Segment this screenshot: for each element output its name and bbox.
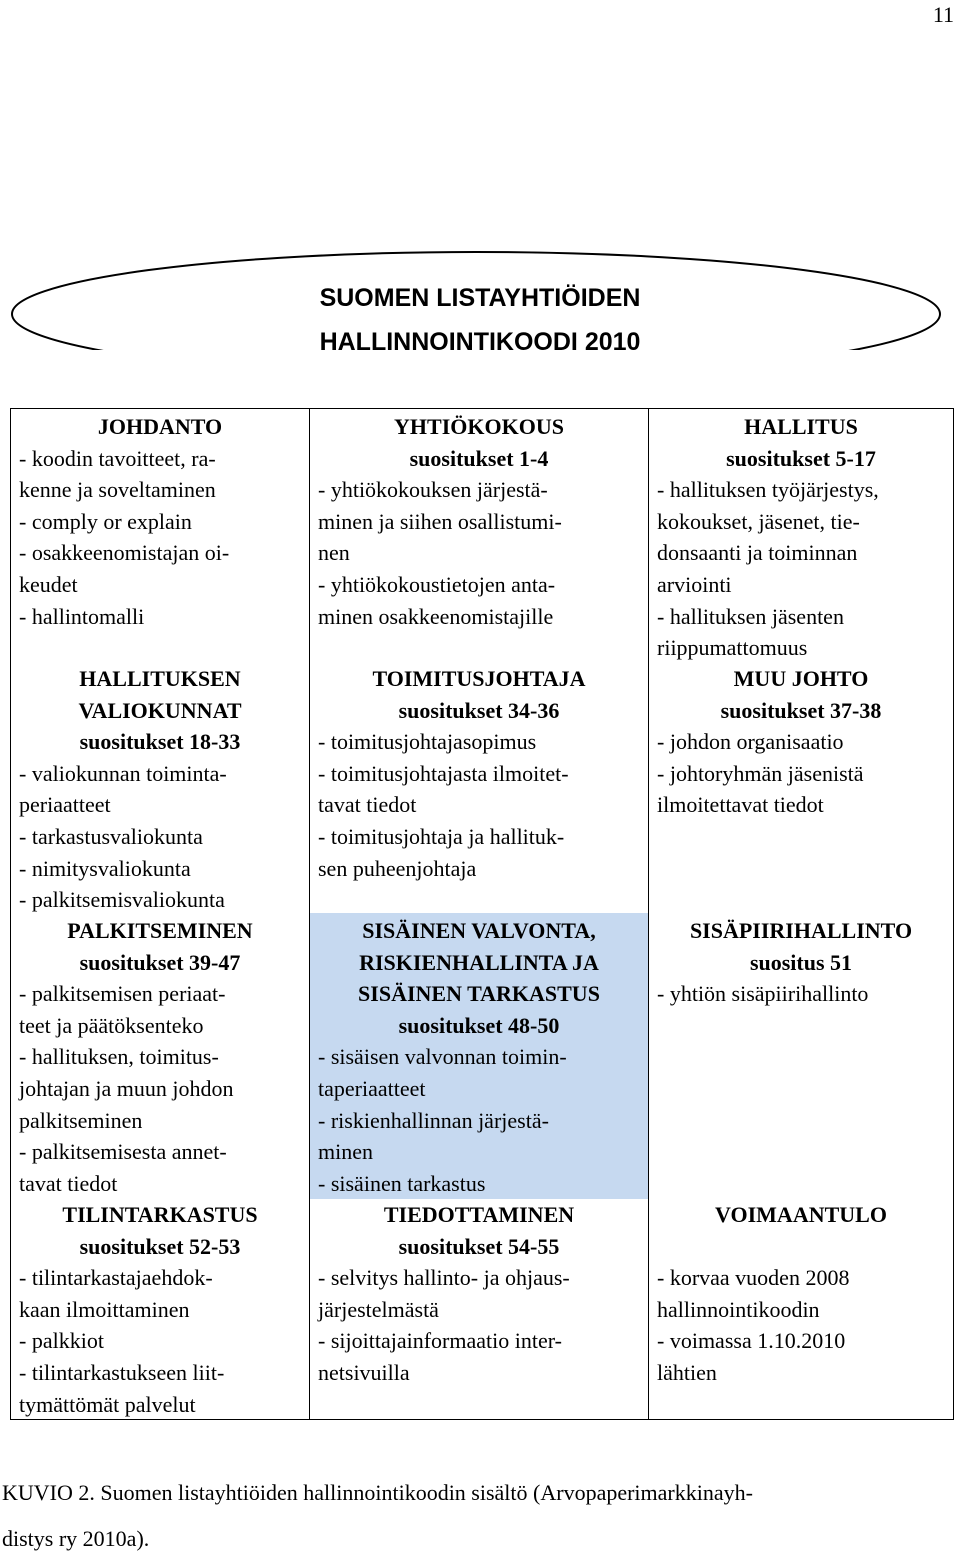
section-heading: suositus 51 bbox=[749, 949, 853, 975]
section-2-3 bbox=[649, 1199, 953, 1389]
section-item: hallinnointikoodin bbox=[657, 1296, 820, 1322]
caption-line-2: distys ry 2010a). bbox=[2, 1526, 150, 1551]
section-item: - tilintarkastajaehdok- bbox=[19, 1265, 213, 1291]
section-item: - valiokunnan toiminta- bbox=[19, 760, 227, 786]
section-item: - voimassa 1.10.2010 bbox=[657, 1328, 846, 1354]
section-heading: JOHDANTO bbox=[97, 414, 223, 439]
section-item: donsaanti ja toiminnan bbox=[657, 540, 858, 566]
section-1-2 bbox=[310, 913, 648, 1199]
section-item: - hallituksen, toimitus- bbox=[19, 1044, 219, 1070]
section-heading: suositukset 1-4 bbox=[409, 445, 549, 471]
section-heading: TOIMITUSJOHTAJA bbox=[372, 666, 586, 691]
section-item: - hallituksen työjärjestys, bbox=[657, 477, 879, 503]
section-item: arviointi bbox=[657, 571, 732, 597]
section-heading: RISKIENHALLINTA JA bbox=[359, 949, 599, 975]
section-item: - hallituksen jäsenten bbox=[657, 603, 844, 629]
section-heading: TIEDOTTAMINEN bbox=[383, 1202, 575, 1227]
section-0-2 bbox=[11, 915, 309, 1199]
section-heading: suositukset 48-50 bbox=[398, 1012, 560, 1038]
section-item: - johtoryhmän jäsenistä bbox=[657, 760, 864, 786]
section-item: - nimitysvaliokunta bbox=[19, 855, 191, 881]
column-middle bbox=[310, 409, 649, 1420]
section-item: - sijoittajainformaatio inter- bbox=[318, 1328, 562, 1354]
code-title bbox=[0, 276, 960, 364]
section-heading: HALLITUKSEN bbox=[79, 666, 241, 691]
section-item: - toimitusjohtajasta ilmoitet- bbox=[318, 760, 569, 786]
section-item: riippumattomuus bbox=[657, 635, 808, 661]
section-item: - palkitsemisen periaat- bbox=[19, 981, 226, 1007]
section-heading: TILINTARKASTUS bbox=[62, 1202, 258, 1227]
section-item: nen bbox=[318, 540, 350, 566]
section-item: ilmoitettavat tiedot bbox=[657, 792, 824, 818]
section-item: - palkkiot bbox=[19, 1328, 104, 1354]
section-item: tymättömät palvelut bbox=[19, 1391, 196, 1417]
section-2-2 bbox=[649, 915, 953, 1010]
section-heading: suositukset 18-33 bbox=[79, 729, 241, 755]
section-item: tavat tiedot bbox=[19, 1170, 118, 1196]
section-heading: SISÄINEN VALVONTA, bbox=[362, 918, 596, 943]
section-item: - yhtiökokoustietojen anta- bbox=[318, 571, 556, 597]
section-item: - sisäisen valvonnan toimin- bbox=[318, 1044, 567, 1070]
section-heading: VALIOKUNNAT bbox=[78, 697, 242, 723]
section-item: minen bbox=[318, 1139, 373, 1165]
section-item: kaan ilmoittaminen bbox=[19, 1296, 190, 1322]
section-item: - johdon organisaatio bbox=[657, 729, 844, 755]
section-item: - hallintomalli bbox=[19, 603, 145, 629]
section-item: - toimitusjohtaja ja hallituk- bbox=[318, 823, 565, 849]
section-item: - palkitsemisvaliokunta bbox=[19, 887, 225, 913]
section-heading: suositukset 52-53 bbox=[79, 1233, 241, 1259]
column-right bbox=[649, 409, 954, 1420]
section-item: - korvaa vuoden 2008 bbox=[657, 1265, 850, 1291]
code-title-line-1: SUOMEN LISTAYHTIÖIDEN bbox=[319, 284, 641, 312]
section-item: - osakkeenomistajan oi- bbox=[19, 540, 230, 566]
section-item: minen ja siihen osallistumi- bbox=[318, 508, 562, 534]
section-item: - selvitys hallinto- ja ohjaus- bbox=[318, 1265, 570, 1291]
section-item: järjestelmästä bbox=[318, 1296, 439, 1322]
section-2-0 bbox=[649, 411, 953, 664]
section-item: kenne ja soveltaminen bbox=[19, 477, 216, 503]
section-2-1 bbox=[649, 663, 953, 821]
section-heading: SISÄINEN TARKASTUS bbox=[358, 981, 600, 1007]
section-item: netsivuilla bbox=[318, 1359, 410, 1385]
section-heading: suositukset 34-36 bbox=[398, 697, 560, 723]
section-0-1 bbox=[11, 663, 309, 916]
caption-line-1: KUVIO 2. Suomen listayhtiöiden hallinnointikoodin sisältö (Arvopaperimarkkinayh- bbox=[2, 1480, 753, 1505]
section-heading: VOIMAANTULO bbox=[715, 1202, 887, 1227]
code-structure-table bbox=[10, 408, 954, 1420]
section-item: - riskienhallinnan järjestä- bbox=[318, 1107, 549, 1133]
section-1-1 bbox=[310, 663, 648, 884]
code-title-line-2: HALLINNOINTIKOODI 2010 bbox=[319, 328, 641, 356]
page-number: 11 bbox=[932, 2, 954, 27]
section-heading: suositukset 37-38 bbox=[720, 697, 882, 723]
section-item: sen puheenjohtaja bbox=[318, 855, 477, 881]
section-item: minen osakkeenomistajille bbox=[318, 603, 554, 629]
section-item: - tilintarkastukseen liit- bbox=[19, 1359, 225, 1385]
section-heading: SISÄPIIRIHALLINTO bbox=[689, 918, 913, 943]
section-heading: MUU JOHTO bbox=[733, 666, 869, 691]
figure-caption bbox=[2, 1470, 952, 1562]
section-0-3 bbox=[11, 1199, 309, 1420]
section-item: - tarkastusvaliokunta bbox=[19, 823, 203, 849]
section-item: - koodin tavoitteet, ra- bbox=[19, 445, 216, 471]
section-item: johtajan ja muun johdon bbox=[19, 1075, 234, 1101]
section-item: - yhtiön sisäpiirihallinto bbox=[657, 981, 869, 1007]
section-1-0 bbox=[310, 411, 648, 632]
section-item: taperiaatteet bbox=[318, 1075, 426, 1101]
section-heading: suositukset 39-47 bbox=[79, 949, 241, 975]
column-left bbox=[11, 409, 310, 1420]
section-heading: HALLITUS bbox=[744, 414, 858, 439]
section-heading: PALKITSEMINEN bbox=[67, 918, 253, 943]
section-0-0 bbox=[11, 411, 309, 632]
section-item: - comply or explain bbox=[19, 508, 192, 534]
section-item: - toimitusjohtajasopimus bbox=[318, 729, 537, 755]
section-heading: YHTIÖKOKOUS bbox=[394, 414, 564, 439]
section-item: teet ja päätöksenteko bbox=[19, 1012, 204, 1038]
section-item: palkitseminen bbox=[19, 1107, 143, 1133]
section-heading: suositukset 5-17 bbox=[726, 445, 876, 471]
section-heading: suositukset 54-55 bbox=[398, 1233, 560, 1259]
section-item: - palkitsemisesta annet- bbox=[19, 1139, 227, 1165]
section-1-3 bbox=[310, 1199, 648, 1389]
section-item: periaatteet bbox=[19, 792, 111, 818]
section-item: - sisäinen tarkastus bbox=[318, 1170, 486, 1196]
section-item: tavat tiedot bbox=[318, 792, 417, 818]
section-item: lähtien bbox=[657, 1359, 717, 1385]
section-item: - yhtiökokouksen järjestä- bbox=[318, 477, 548, 503]
section-item: keudet bbox=[19, 571, 78, 597]
section-heading bbox=[649, 1231, 953, 1263]
section-item: kokoukset, jäsenet, tie- bbox=[657, 508, 860, 534]
